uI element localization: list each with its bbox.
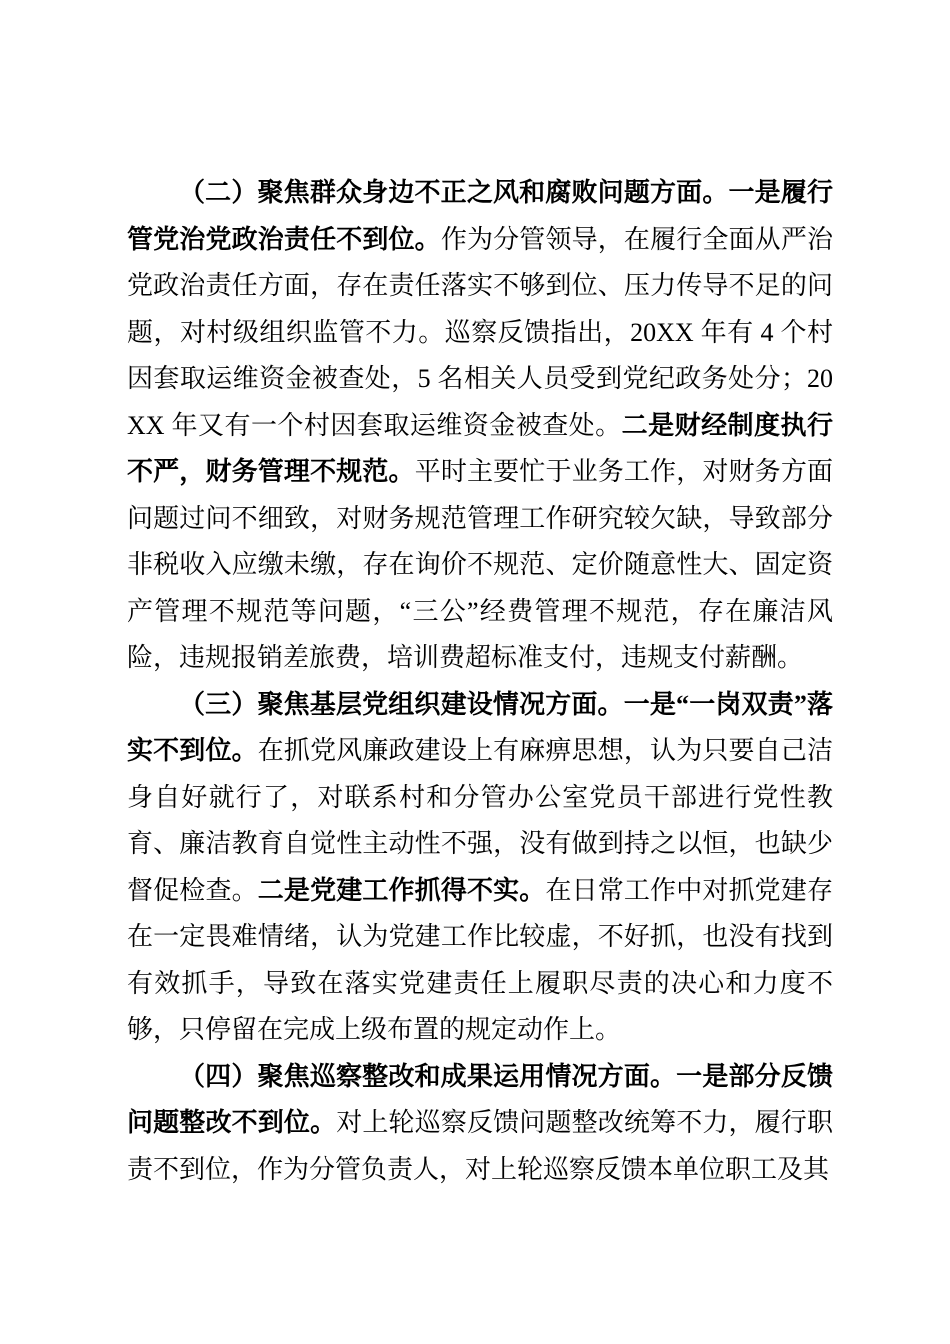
- emphasis-text-segment: （二）聚焦群众身边不正之风和腐败问题方面。一是履行管党治党政治责任不到位。: [127, 178, 833, 254]
- text-segment: 平时主要忙于业务工作，对财务方面问题过问不细致，对财务规范管理工作研究较欠缺，导致部分非税收入应缴未缴，存在询价不规范、定价随意性大、固定资产管理不规范等问题，“三公”经费管理不规范，存在廉洁风险，违规报销差旅费，培训费超标准支付，违规支付薪酬。: [127, 457, 833, 672]
- document-body: [127, 170, 833, 1193]
- text-segment: 作为分管领导，在履行全面从严治党政治责任方面，存在责任落实不够到位、压力传导不足的问题，对村级组织监管不力。巡察反馈指出，20XX 年有 4 个村因套取运维资金被查处，5 名相关人员受到党纪政务处分；20XX 年又有一个村因套取运维资金被查处。: [127, 224, 833, 440]
- paragraph: [127, 170, 833, 682]
- emphasis-text-segment: 二是党建工作抓得不实。: [257, 875, 546, 905]
- paragraph: [127, 682, 833, 1054]
- text-segment: 对上轮巡察反馈问题整改统筹不力，履行职责不到位，作为分管负责人，对上轮巡察反馈本单位职工及其: [127, 1108, 833, 1184]
- emphasis-text-segment: 二是财经制度执行不严，财务管理不规范。: [127, 410, 833, 486]
- paragraph: [127, 1054, 833, 1194]
- emphasis-text-segment: （三）聚焦基层党组织建设情况方面。一是“一岗双责”落实不到位。: [127, 689, 833, 765]
- emphasis-text-segment: （四）聚焦巡察整改和成果运用情况方面。一是部分反馈问题整改不到位。: [127, 1061, 833, 1137]
- text-segment: 在日常工作中对抓党建存在一定畏难情绪，认为党建工作比较虚，不好抓，也没有找到有效抓手，导致在落实党建责任上履职尽责的决心和力度不够，只停留在完成上级布置的规定动作上。: [127, 875, 833, 1044]
- text-segment: 在抓党风廉政建设上有麻痹思想，认为只要自己洁身自好就行了，对联系村和分管办公室党员干部进行党性教育、廉洁教育自觉性主动性不强，没有做到持之以恒，也缺少督促检查。: [127, 736, 833, 905]
